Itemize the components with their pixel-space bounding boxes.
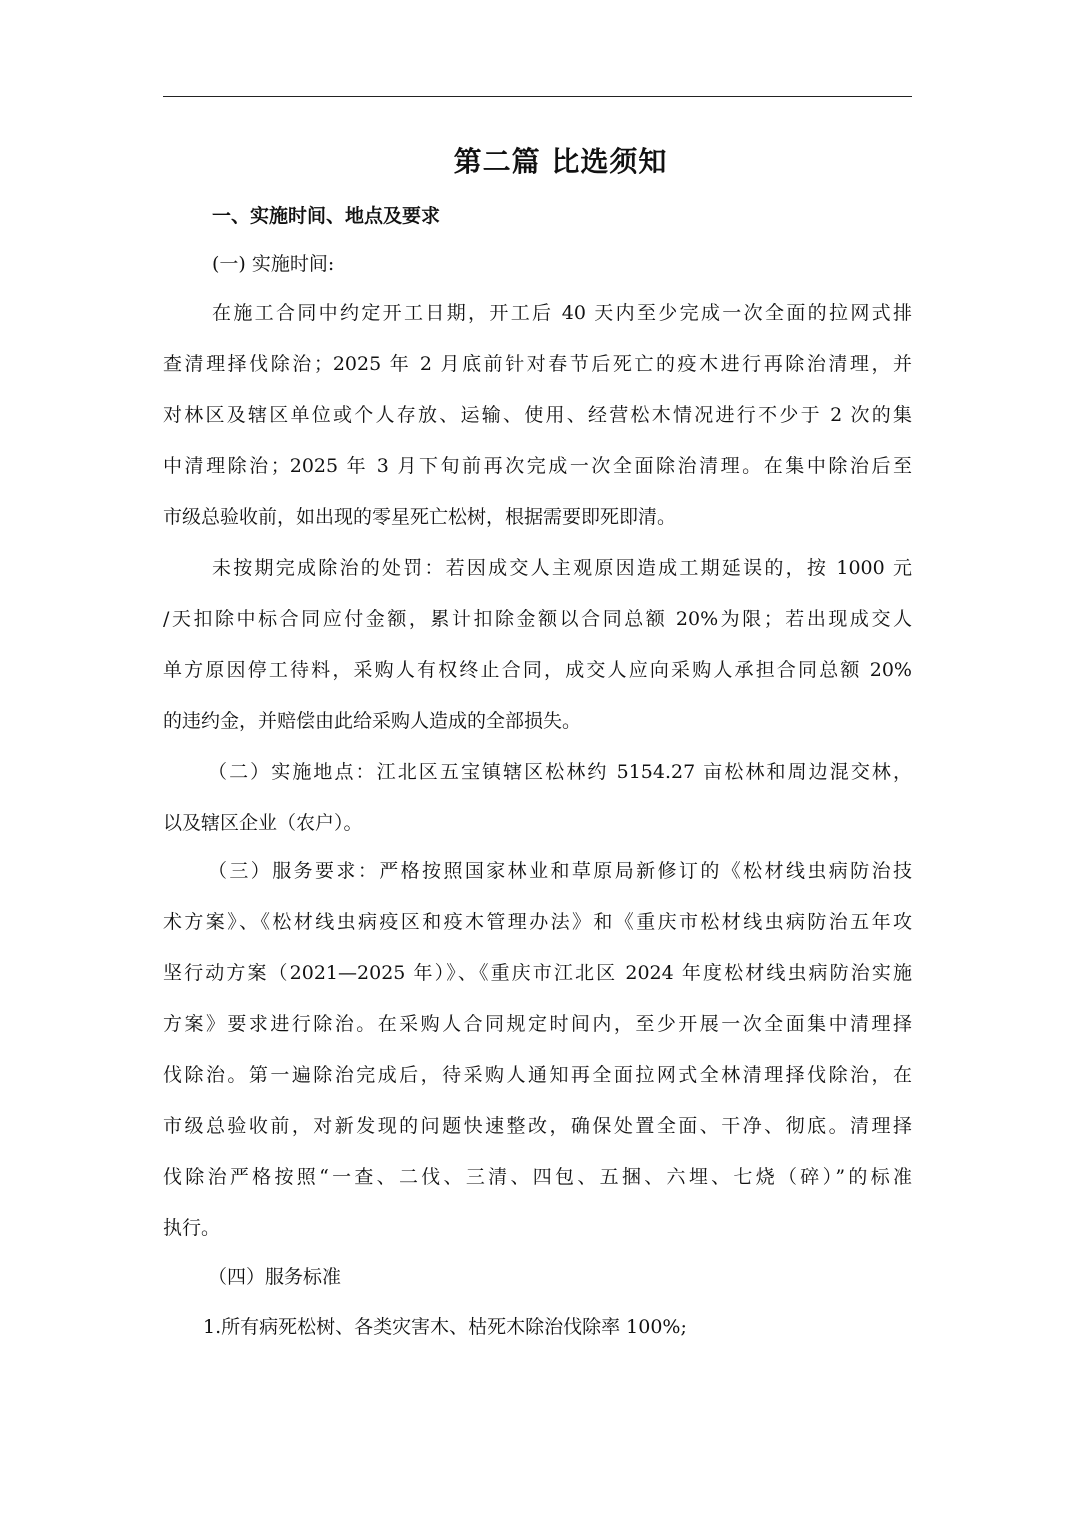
- para1-line: 查清理择伐除治；2025 年 2 月底前针对春节后死亡的疫木进行再除治清理，并: [163, 353, 912, 375]
- para4-line: 执行。: [163, 1217, 221, 1239]
- para1-line: 在施工合同中约定开工日期，开工后 40 天内至少完成一次全面的拉网式排: [212, 302, 912, 324]
- header-rule: [163, 96, 912, 97]
- para4-line: （三）服务要求：严格按照国家林业和草原局新修订的《松材线虫病防治技: [208, 860, 912, 882]
- para4-line: 市级总验收前，对新发现的问题快速整改，确保处置全面、干净、彻底。清理择: [163, 1115, 912, 1137]
- subheading-implementation-time: (一) 实施时间:: [212, 253, 335, 275]
- subheading-service-standard: （四）服务标准: [208, 1266, 342, 1288]
- page-title: 第二篇 比选须知: [453, 145, 668, 178]
- para3-line: 以及辖区企业（农户）。: [163, 812, 363, 834]
- para4-line: 坚行动方案（2021—2025 年）》、《重庆市江北区 2024 年度松材线虫病防治实施: [163, 962, 912, 984]
- para2-line: 的违约金，并赔偿由此给采购人造成的全部损失。: [163, 710, 582, 732]
- para1-line: 市级总验收前，如出现的零星死亡松树，根据需要即死即清。: [163, 506, 677, 528]
- para4-line: 术方案》、《松材线虫病疫区和疫木管理办法》和《重庆市松材线虫病防治五年攻: [163, 911, 912, 933]
- section-heading: 一、实施时间、地点及要求: [212, 205, 441, 227]
- para2-line: /天扣除中标合同应付金额，累计扣除金额以合同总额 20%为限；若出现成交人: [163, 608, 912, 630]
- para2-line: 未按期完成除治的处罚：若因成交人主观原因造成工期延误的，按 1000 元: [212, 557, 912, 579]
- para4-line: 伐除治。第一遍除治完成后，待采购人通知再全面拉网式全林清理择伐除治，在: [163, 1064, 912, 1086]
- para1-line: 对林区及辖区单位或个人存放、运输、使用、经营松木情况进行不少于 2 次的集: [163, 404, 912, 426]
- para3-line: （二）实施地点：江北区五宝镇辖区松林约 5154.27 亩松林和周边混交林，: [208, 761, 912, 783]
- list-item: 1.所有病死松树、各类灾害木、枯死木除治伐除率 100%;: [203, 1316, 687, 1338]
- para2-line: 单方原因停工待料，采购人有权终止合同，成交人应向采购人承担合同总额 20%: [163, 659, 912, 681]
- para4-line: 方案》要求进行除治。在采购人合同规定时间内，至少开展一次全面集中清理择: [163, 1013, 912, 1035]
- para4-line: 伐除治严格按照“一查、二伐、三清、四包、五捆、六埋、七烧（碎）”的标准: [163, 1166, 912, 1188]
- para1-line: 中清理除治；2025 年 3 月下旬前再次完成一次全面除治清理。在集中除治后至: [163, 455, 912, 477]
